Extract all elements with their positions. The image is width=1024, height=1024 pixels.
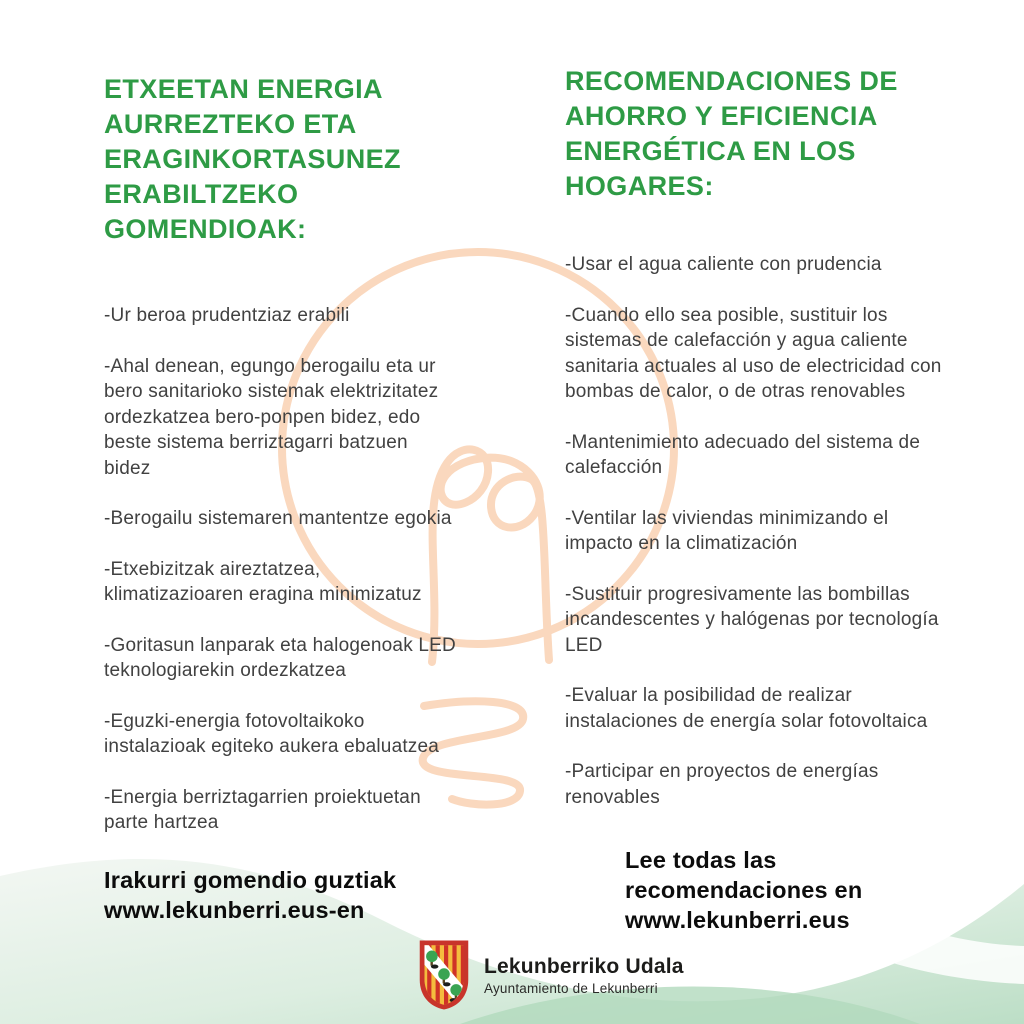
basque-recommendation: -Berogailu sistemaren mantentze egokia xyxy=(104,508,452,529)
logo-text xyxy=(484,955,684,996)
basque-recommendation: -Energia berriztagarrien proiektuetan parte hartzea xyxy=(104,786,421,833)
spanish-footer-line: Lee todas las xyxy=(625,847,777,873)
org-name: Lekunberriko Udala xyxy=(484,954,684,978)
spanish-footer-line: www.lekunberri.eus xyxy=(625,907,850,933)
basque-recommendations-list xyxy=(104,303,456,836)
basque-footer-url xyxy=(104,865,396,925)
spanish-heading-line: ENERGÉTICA EN LOS xyxy=(565,136,856,166)
spanish-heading xyxy=(565,64,945,204)
spanish-recommendation: -Sustituir progresivamente las bombillas incandescentes y halógenas por tecnología LED xyxy=(565,583,939,656)
basque-recommendation: -Eguzki-energia fotovoltaikoko instalazioak egiteko aukera ebaluatzea xyxy=(104,710,440,757)
org-subtitle: Ayuntamiento de Lekunberri xyxy=(484,980,658,996)
spanish-heading-line: HOGARES: xyxy=(565,171,714,201)
spanish-recommendation: -Mantenimiento adecuado del sistema de calefacción xyxy=(565,431,921,478)
spanish-recommendation: -Ventilar las viviendas minimizando el impacto en la climatización xyxy=(565,507,889,554)
spanish-heading-line: AHORRO Y EFICIENCIA xyxy=(565,101,878,131)
spanish-recommendation: -Usar el agua caliente con prudencia xyxy=(565,254,882,275)
spanish-footer-line: recomendaciones en xyxy=(625,877,863,903)
basque-column xyxy=(104,72,456,861)
spanish-recommendations-list xyxy=(565,252,945,810)
spanish-column xyxy=(565,64,945,835)
basque-heading-line: AURREZTEKO ETA xyxy=(104,109,357,139)
basque-heading-line: ERAGINKORTASUNEZ xyxy=(104,144,401,174)
basque-recommendation: -Ur beroa prudentziaz erabili xyxy=(104,305,350,326)
basque-heading xyxy=(104,72,456,247)
basque-heading-line: GOMENDIOAK: xyxy=(104,214,307,244)
basque-footer-line: www.lekunberri.eus-en xyxy=(104,897,365,923)
basque-heading-line: ERABILTZEKO xyxy=(104,179,299,209)
basque-recommendation: -Ahal denean, egungo berogailu eta ur bero sanitarioko sistemak elektrizitatez ordezkatzea bero-ponpen bidez, edo beste sistema berriztagarri batzuen bidez xyxy=(104,355,439,479)
coat-of-arms-icon xyxy=(416,938,472,1012)
basque-recommendation: -Etxebizitzak aireztatzea, klimatizazioaren eragina minimizatuz xyxy=(104,558,422,605)
spanish-recommendation: -Participar en proyectos de energías renovables xyxy=(565,761,879,808)
spanish-footer-url xyxy=(625,845,862,935)
spanish-recommendation: -Evaluar la posibilidad de realizar instalaciones de energía solar fotovoltaica xyxy=(565,685,928,732)
municipality-logo xyxy=(416,938,684,1012)
basque-footer-line: Irakurri gomendio guztiak xyxy=(104,867,397,893)
spanish-heading-line: RECOMENDACIONES DE xyxy=(565,66,898,96)
basque-recommendation: -Goritasun lanparak eta halogenoak LED teknologiarekin ordezkatzea xyxy=(104,634,456,681)
basque-heading-line: ETXEETAN ENERGIA xyxy=(104,74,383,104)
spanish-recommendation: -Cuando ello sea posible, sustituir los sistemas de calefacción y agua caliente sanitaria actuales al uso de electricidad con bombas de calor, o de otras renovables xyxy=(565,304,942,402)
